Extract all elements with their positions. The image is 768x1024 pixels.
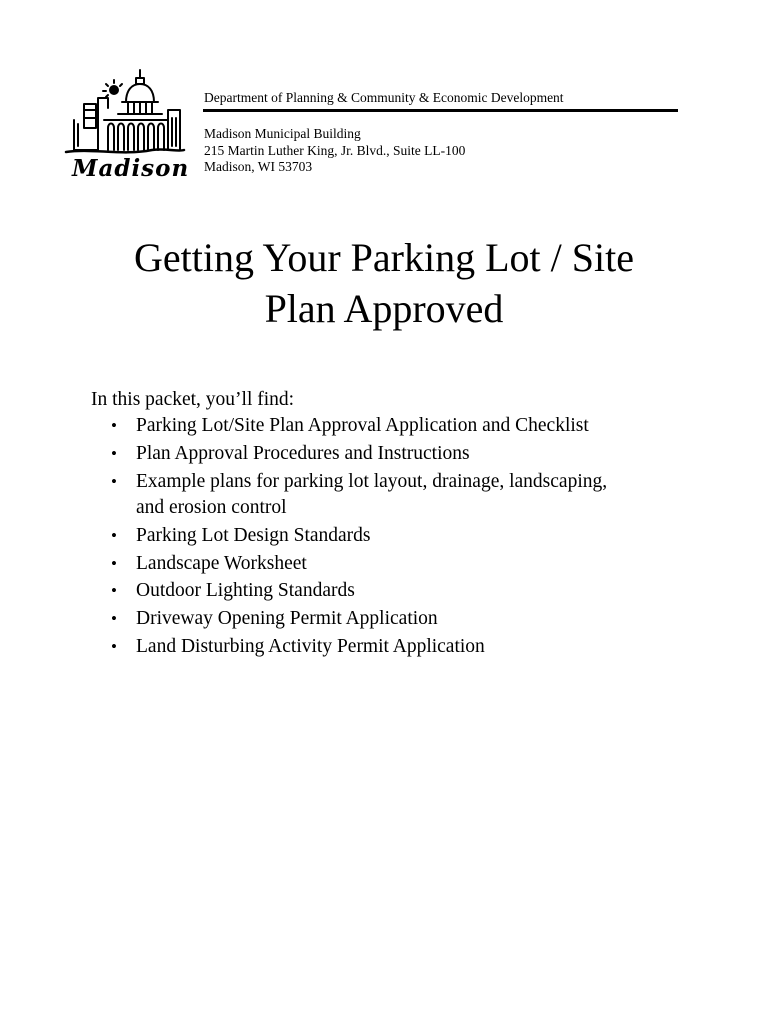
- department-name: Department of Planning & Community & Economic Development: [204, 90, 564, 105]
- list-item-text: Driveway Opening Permit Application: [136, 608, 438, 630]
- list-item-text: Land Disturbing Activity Permit Application: [136, 636, 485, 658]
- list-item: [108, 606, 636, 633]
- page-title: [40, 232, 728, 334]
- packet-intro: In this packet, you’ll find:: [91, 389, 295, 410]
- list-item-text: Plan Approval Procedures and Instructions: [136, 442, 470, 464]
- address-line: Madison, WI 53703: [204, 159, 313, 174]
- list-item: [108, 441, 636, 468]
- list-item-text: Landscape Worksheet: [136, 552, 307, 574]
- packet-contents-list: [108, 413, 636, 662]
- list-item: [108, 523, 636, 550]
- bullet-icon: •: [111, 416, 117, 435]
- list-item-text: Outdoor Lighting Standards: [136, 580, 355, 602]
- address-line: Madison Municipal Building: [204, 126, 361, 141]
- list-item: [108, 469, 636, 522]
- bullet-icon: •: [111, 471, 117, 491]
- bullet-icon: •: [111, 443, 117, 463]
- bullet-icon: •: [111, 609, 117, 629]
- bullet-icon: •: [111, 525, 117, 545]
- madison-capitol-logo-icon: [62, 68, 188, 160]
- list-item: [108, 413, 636, 440]
- list-item-text: Parking Lot/Site Plan Approval Application and Checklist: [136, 415, 589, 436]
- bullet-icon: •: [111, 581, 117, 601]
- header-divider: [203, 109, 678, 112]
- list-item: [108, 551, 636, 578]
- bullet-icon: •: [111, 553, 117, 573]
- address-line: 215 Martin Luther King, Jr. Blvd., Suite LL-100: [204, 142, 466, 158]
- list-item-text: Parking Lot Design Standards: [136, 524, 371, 546]
- page-title-line: Getting Your Parking Lot / Site: [133, 235, 635, 280]
- list-item: [108, 634, 636, 661]
- page-title-line: Plan Approved: [264, 286, 504, 331]
- madison-wordmark: Madison: [72, 155, 190, 182]
- list-item-text: Example plans for parking lot layout, drainage, landscaping, and erosion control: [136, 470, 608, 519]
- address-block: [204, 126, 465, 176]
- list-item: [108, 578, 636, 605]
- madison-logo: [62, 68, 188, 190]
- bullet-icon: •: [111, 637, 117, 657]
